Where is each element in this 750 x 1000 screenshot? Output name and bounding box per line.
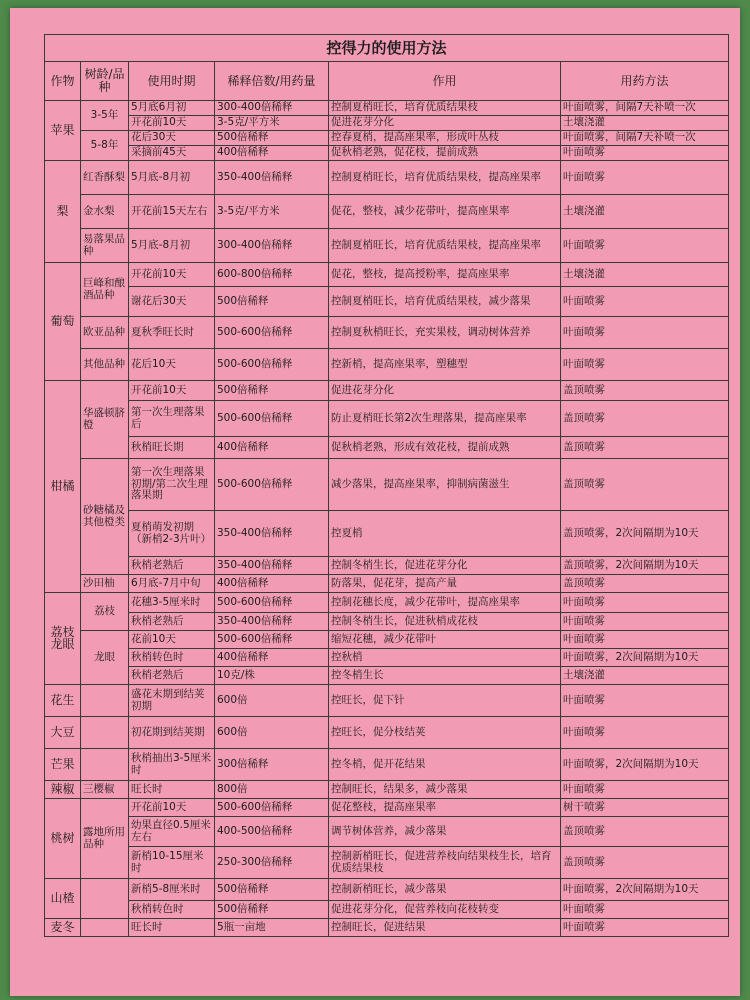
- variety-cell: [81, 685, 129, 717]
- period-cell: 开花前10天: [129, 116, 215, 131]
- table-row: [45, 631, 729, 649]
- effect-cell: 控旺长，促分枝结荚: [329, 717, 561, 749]
- period-cell: 花后10天: [129, 349, 215, 381]
- effect-cell: 控制新梢旺长，减少落果: [329, 879, 561, 901]
- dilution-cell: 500倍稀释: [215, 131, 329, 146]
- variety-cell: 欧亚品种: [81, 317, 129, 349]
- dilution-cell: 350-400倍稀释: [215, 161, 329, 195]
- effect-cell: 控新梢，提高座果率，塑穗型: [329, 349, 561, 381]
- period-cell: 幼果直径0.5厘米左右: [129, 817, 215, 847]
- period-cell: 谢花后30天: [129, 287, 215, 317]
- dilution-cell: 350-400倍稀释: [215, 511, 329, 557]
- dilution-cell: 500-600倍稀释: [215, 593, 329, 613]
- table-row: [45, 101, 729, 116]
- variety-cell: 三樱椒: [81, 781, 129, 799]
- effect-cell: 减少落果，提高座果率，抑制病菌滋生: [329, 459, 561, 511]
- dilution-cell: 600倍: [215, 717, 329, 749]
- dilution-cell: 400倍稀释: [215, 146, 329, 161]
- period-cell: 5月底-8月初: [129, 229, 215, 263]
- period-cell: 夏梢萌发初期（新梢2-3片叶）: [129, 511, 215, 557]
- effect-cell: 控制夏梢旺长，培育优质结果枝，提高座果率: [329, 161, 561, 195]
- effect-cell: 调节树体营养，减少落果: [329, 817, 561, 847]
- method-cell: 盖顶喷雾: [561, 401, 729, 437]
- method-cell: 叶面喷雾: [561, 685, 729, 717]
- table-row: [45, 613, 729, 631]
- effect-cell: 控制夏秋梢旺长，充实果枝，调动树体营养: [329, 317, 561, 349]
- crop-cell: 桃树: [45, 799, 81, 879]
- period-cell: 秋梢抽出3-5厘米时: [129, 749, 215, 781]
- table-row: [45, 401, 729, 437]
- crop-cell: 柑橘: [45, 381, 81, 593]
- dilution-cell: 500-600倍稀释: [215, 349, 329, 381]
- variety-cell: [81, 717, 129, 749]
- period-cell: 第一次生理落果后: [129, 401, 215, 437]
- period-cell: 5月底-8月初: [129, 161, 215, 195]
- effect-cell: 控制花穗长度，减少花带叶，提高座果率: [329, 593, 561, 613]
- crop-cell: 山楂: [45, 879, 81, 919]
- method-cell: 叶面喷雾，2次间隔期为10天: [561, 749, 729, 781]
- effect-cell: 防止夏梢旺长第2次生理落果，提高座果率: [329, 401, 561, 437]
- table-row: [45, 287, 729, 317]
- method-cell: 盖顶喷雾: [561, 459, 729, 511]
- effect-cell: 控制夏梢旺长，培育优质结果枝，提高座果率: [329, 229, 561, 263]
- method-cell: 土壤浇灌: [561, 263, 729, 287]
- dilution-cell: 500倍稀释: [215, 879, 329, 901]
- table-row: [45, 901, 729, 919]
- period-cell: 开花前15天左右: [129, 195, 215, 229]
- table-row: [45, 799, 729, 817]
- table-row: [45, 685, 729, 717]
- table-row: [45, 116, 729, 131]
- crop-cell: 荔枝龙眼: [45, 593, 81, 685]
- variety-cell: 华盛顿脐橙: [81, 381, 129, 459]
- method-cell: 叶面喷雾: [561, 349, 729, 381]
- period-cell: 花前10天: [129, 631, 215, 649]
- variety-cell: 金水梨: [81, 195, 129, 229]
- variety-cell: 龙眼: [81, 631, 129, 685]
- dilution-cell: 500-600倍稀释: [215, 799, 329, 817]
- effect-cell: 控春夏梢，提高座果率，形成叶丛枝: [329, 131, 561, 146]
- method-cell: 盖顶喷雾，2次间隔期为10天: [561, 511, 729, 557]
- effect-cell: 控秋梢: [329, 649, 561, 667]
- method-cell: 盖顶喷雾，2次间隔期为10天: [561, 557, 729, 575]
- variety-cell: 巨峰和酿酒品种: [81, 263, 129, 317]
- table-row: [45, 195, 729, 229]
- variety-cell: 5-8年: [81, 131, 129, 161]
- dilution-cell: 500-600倍稀释: [215, 631, 329, 649]
- period-cell: 花穗3-5厘米时: [129, 593, 215, 613]
- period-cell: 采摘前45天: [129, 146, 215, 161]
- method-cell: 树干喷雾: [561, 799, 729, 817]
- header-dilution: 稀释倍数/用药量: [215, 62, 329, 101]
- method-cell: 叶面喷雾: [561, 717, 729, 749]
- effect-cell: 促进花芽分化，促营养枝向花枝转变: [329, 901, 561, 919]
- effect-cell: 控夏梢: [329, 511, 561, 557]
- period-cell: 花后30天: [129, 131, 215, 146]
- effect-cell: 控制旺长，促进结果: [329, 919, 561, 937]
- effect-cell: 促秋梢老熟，形成有效花枝，提前成熟: [329, 437, 561, 459]
- usage-table: [44, 34, 729, 937]
- variety-cell: [81, 749, 129, 781]
- table-row: [45, 229, 729, 263]
- dilution-cell: 400-500倍稀释: [215, 817, 329, 847]
- dilution-cell: 300-400倍稀释: [215, 101, 329, 116]
- table-row: [45, 817, 729, 847]
- method-cell: 叶面喷雾: [561, 317, 729, 349]
- header-variety: 树龄/品种: [81, 62, 129, 101]
- method-cell: 盖顶喷雾: [561, 381, 729, 401]
- variety-cell: [81, 919, 129, 937]
- effect-cell: 控制夏梢旺长，培育优质结果枝，减少落果: [329, 287, 561, 317]
- method-cell: 土壤浇灌: [561, 195, 729, 229]
- dilution-cell: 500倍稀释: [215, 901, 329, 919]
- crop-cell: 芒果: [45, 749, 81, 781]
- header-method: 用药方法: [561, 62, 729, 101]
- method-cell: 盖顶喷雾: [561, 575, 729, 593]
- table-title: 控得力的使用方法: [44, 34, 729, 61]
- effect-cell: 促花，整枝，减少花带叶，提高座果率: [329, 195, 561, 229]
- crop-cell: 辣椒: [45, 781, 81, 799]
- method-cell: 叶面喷雾，2次间隔期为10天: [561, 649, 729, 667]
- crop-cell: 苹果: [45, 101, 81, 161]
- dilution-cell: 300-400倍稀释: [215, 229, 329, 263]
- method-cell: 叶面喷雾: [561, 593, 729, 613]
- table-row: [45, 317, 729, 349]
- method-cell: 叶面喷雾: [561, 901, 729, 919]
- method-cell: 叶面喷雾，间隔7天补喷一次: [561, 101, 729, 116]
- period-cell: 6月底-7月中旬: [129, 575, 215, 593]
- header-effect: 作用: [329, 62, 561, 101]
- period-cell: 夏秋季旺长时: [129, 317, 215, 349]
- period-cell: 秋梢老熟后: [129, 613, 215, 631]
- table-row: [45, 847, 729, 879]
- effect-cell: 控冬梢生长: [329, 667, 561, 685]
- dilution-cell: 500-600倍稀释: [215, 317, 329, 349]
- dilution-cell: 10克/株: [215, 667, 329, 685]
- period-cell: 盛花末期到结荚初期: [129, 685, 215, 717]
- method-cell: 盖顶喷雾: [561, 817, 729, 847]
- variety-cell: 红香酥梨: [81, 161, 129, 195]
- effect-cell: 促花，整枝，提高授粉率，提高座果率: [329, 263, 561, 287]
- period-cell: 初花期到结荚期: [129, 717, 215, 749]
- variety-cell: 3-5年: [81, 101, 129, 131]
- table-row: [45, 131, 729, 146]
- effect-cell: 控制新梢旺长，促进营养枝向结果枝生长，培育优质结果枝: [329, 847, 561, 879]
- effect-cell: 促秋梢老熟，促花枝，提前成熟: [329, 146, 561, 161]
- crop-cell: 大豆: [45, 717, 81, 749]
- effect-cell: 促进花芽分化: [329, 381, 561, 401]
- variety-cell: 砂糖橘及其他橙类: [81, 459, 129, 575]
- dilution-cell: 250-300倍稀释: [215, 847, 329, 879]
- period-cell: 旺长时: [129, 919, 215, 937]
- table-row: [45, 781, 729, 799]
- dilution-cell: 800倍: [215, 781, 329, 799]
- table-row: [45, 381, 729, 401]
- dilution-cell: 300倍稀释: [215, 749, 329, 781]
- period-cell: 秋梢老熟后: [129, 557, 215, 575]
- dilution-cell: 350-400倍稀释: [215, 613, 329, 631]
- effect-cell: 控制冬梢生长，促进花芽分化: [329, 557, 561, 575]
- method-cell: 盖顶喷雾: [561, 847, 729, 879]
- dilution-cell: 5瓶一亩地: [215, 919, 329, 937]
- table-row: [45, 161, 729, 195]
- method-cell: 叶面喷雾，间隔7天补喷一次: [561, 131, 729, 146]
- variety-cell: 荔枝: [81, 593, 129, 631]
- method-cell: 叶面喷雾: [561, 287, 729, 317]
- dilution-cell: 400倍稀释: [215, 649, 329, 667]
- period-cell: 旺长时: [129, 781, 215, 799]
- method-cell: 叶面喷雾: [561, 613, 729, 631]
- table-row: [45, 146, 729, 161]
- variety-cell: 沙田柚: [81, 575, 129, 593]
- method-cell: 土壤浇灌: [561, 116, 729, 131]
- method-cell: 叶面喷雾: [561, 146, 729, 161]
- variety-cell: [81, 879, 129, 919]
- crop-cell: 梨: [45, 161, 81, 263]
- effect-cell: 控旺长，促下针: [329, 685, 561, 717]
- effect-cell: 控制夏梢旺长，培育优质结果枝: [329, 101, 561, 116]
- dilution-cell: 350-400倍稀释: [215, 557, 329, 575]
- period-cell: 开花前10天: [129, 381, 215, 401]
- table-row: [45, 511, 729, 557]
- variety-cell: 易落果品种: [81, 229, 129, 263]
- crop-cell: 麦冬: [45, 919, 81, 937]
- table-row: [45, 557, 729, 575]
- period-cell: 秋梢转色时: [129, 649, 215, 667]
- crop-cell: 花生: [45, 685, 81, 717]
- dilution-cell: 600-800倍稀释: [215, 263, 329, 287]
- period-cell: 开花前10天: [129, 263, 215, 287]
- dilution-cell: 400倍稀释: [215, 575, 329, 593]
- period-cell: 秋梢转色时: [129, 901, 215, 919]
- table-row: [45, 459, 729, 511]
- period-cell: 开花前10天: [129, 799, 215, 817]
- table-row: [45, 879, 729, 901]
- method-cell: 叶面喷雾: [561, 919, 729, 937]
- effect-cell: 控制冬梢生长，促进秋梢成花枝: [329, 613, 561, 631]
- period-cell: 新梢5-8厘米时: [129, 879, 215, 901]
- table-row: [45, 667, 729, 685]
- dilution-cell: 500倍稀释: [215, 381, 329, 401]
- table-row: [45, 349, 729, 381]
- method-cell: 叶面喷雾: [561, 229, 729, 263]
- method-cell: 叶面喷雾，2次间隔期为10天: [561, 879, 729, 901]
- method-cell: 叶面喷雾: [561, 631, 729, 649]
- crop-cell: 葡萄: [45, 263, 81, 381]
- period-cell: 第一次生理落果初期/第二次生理落果期: [129, 459, 215, 511]
- effect-cell: 促花整枝，提高座果率: [329, 799, 561, 817]
- effect-cell: 促进花芽分化: [329, 116, 561, 131]
- table-row: [45, 437, 729, 459]
- paper-sheet: [10, 8, 740, 996]
- method-cell: 土壤浇灌: [561, 667, 729, 685]
- dilution-cell: 500-600倍稀释: [215, 459, 329, 511]
- period-cell: 秋梢旺长期: [129, 437, 215, 459]
- period-cell: 5月底6月初: [129, 101, 215, 116]
- table-row: [45, 919, 729, 937]
- effect-cell: 控冬梢，促开花结果: [329, 749, 561, 781]
- dilution-cell: 400倍稀释: [215, 437, 329, 459]
- dilution-cell: 600倍: [215, 685, 329, 717]
- variety-cell: 其他品种: [81, 349, 129, 381]
- table-row: [45, 717, 729, 749]
- effect-cell: 防落果，促花芽，提高产量: [329, 575, 561, 593]
- dilution-cell: 3-5克/平方米: [215, 116, 329, 131]
- method-cell: 叶面喷雾: [561, 161, 729, 195]
- period-cell: 新梢10-15厘米时: [129, 847, 215, 879]
- dilution-cell: 500-600倍稀释: [215, 401, 329, 437]
- dilution-cell: 3-5克/平方米: [215, 195, 329, 229]
- header-period: 使用时期: [129, 62, 215, 101]
- period-cell: 秋梢老熟后: [129, 667, 215, 685]
- header-row: [45, 62, 729, 101]
- header-crop: 作物: [45, 62, 81, 101]
- effect-cell: 缩短花穗，减少花带叶: [329, 631, 561, 649]
- table-row: [45, 649, 729, 667]
- effect-cell: 控制旺长，结果多，减少落果: [329, 781, 561, 799]
- method-cell: 盖顶喷雾: [561, 437, 729, 459]
- table-row: [45, 263, 729, 287]
- variety-cell: 露地所用品种: [81, 799, 129, 879]
- table-row: [45, 575, 729, 593]
- dilution-cell: 500倍稀释: [215, 287, 329, 317]
- table-row: [45, 749, 729, 781]
- method-cell: 叶面喷雾: [561, 781, 729, 799]
- table-row: [45, 593, 729, 613]
